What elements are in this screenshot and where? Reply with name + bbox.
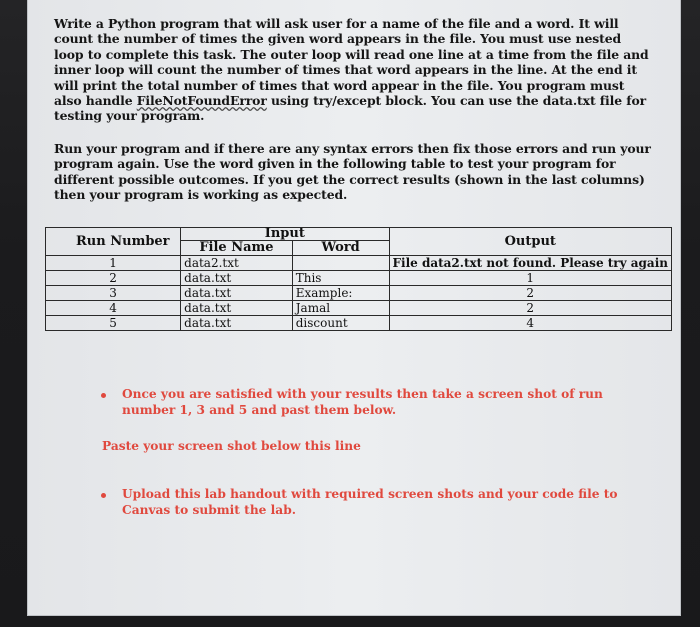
screenshot-instruction: Once you are satisfied with your results then take a screen shot of run number 1, 3 and 5 and past them below. — [122, 387, 603, 417]
run-number-cell: 2 — [46, 271, 181, 286]
output-cell: 2 — [389, 301, 672, 316]
header-run-number: Run Number — [46, 228, 181, 256]
instructions-paragraph-1 — [54, 16, 654, 124]
run-number-cell: 5 — [46, 316, 181, 331]
run-number-cell: 3 — [46, 286, 181, 301]
table-header-row — [46, 228, 672, 241]
error-name-underlined: FileNotFoundError — [136, 93, 267, 109]
output-cell: 4 — [389, 316, 672, 331]
header-file-name: File Name — [181, 241, 293, 256]
word-cell — [292, 256, 389, 271]
header-word: Word — [292, 241, 389, 256]
instructions-text: Write a Python program that will ask user for a name of the file and a word. It will count the number of times the given word appears in the file. You must use nested loop to complete this task. The outer loop will read one line at a time from the file and inner loop will count the number of times that word appears in the line. At the end it will print the total number of times that word appear in the file. You program must also handle — [54, 16, 649, 109]
bullet-dot-icon — [101, 493, 106, 498]
word-cell: Jamal — [292, 301, 389, 316]
table-row — [46, 316, 672, 331]
file-name-cell: data2.txt — [181, 256, 293, 271]
table-row — [46, 271, 672, 286]
instructions-paragraph-2: Run your program and if there are any syntax errors then fix those errors and run your program again. Use the word given in the following table to test your program for different possible outcomes. If you get the correct results (shown in the last columns) then your program is working as expected. — [54, 141, 651, 203]
header-output: Output — [389, 228, 672, 256]
document-page — [28, 0, 680, 615]
table-row — [46, 256, 672, 271]
word-cell: Example: — [292, 286, 389, 301]
output-cell: 1 — [389, 271, 672, 286]
test-runs-table — [45, 227, 672, 331]
run-number-cell: 4 — [46, 301, 181, 316]
instructions-text-end: using try/except block. You can use the data.txt file for testing your program. — [54, 93, 647, 124]
table-row — [46, 286, 672, 301]
output-cell: File data2.txt not found. Please try again — [389, 256, 672, 271]
table-row — [46, 301, 672, 316]
header-input: Input — [181, 228, 389, 241]
word-cell: This — [292, 271, 389, 286]
file-name-cell: data.txt — [181, 286, 293, 301]
upload-instruction: Upload this lab handout with required screen shots and your code file to Canvas to submit the lab. — [122, 487, 618, 517]
paste-screenshot-line: Paste your screen shot below this line — [102, 439, 361, 453]
file-name-cell: data.txt — [181, 316, 293, 331]
word-cell: discount — [292, 316, 389, 331]
file-name-cell: data.txt — [181, 301, 293, 316]
output-cell: 2 — [389, 286, 672, 301]
bullet-dot-icon — [101, 393, 106, 398]
file-name-cell: data.txt — [181, 271, 293, 286]
run-number-cell: 1 — [46, 256, 181, 271]
